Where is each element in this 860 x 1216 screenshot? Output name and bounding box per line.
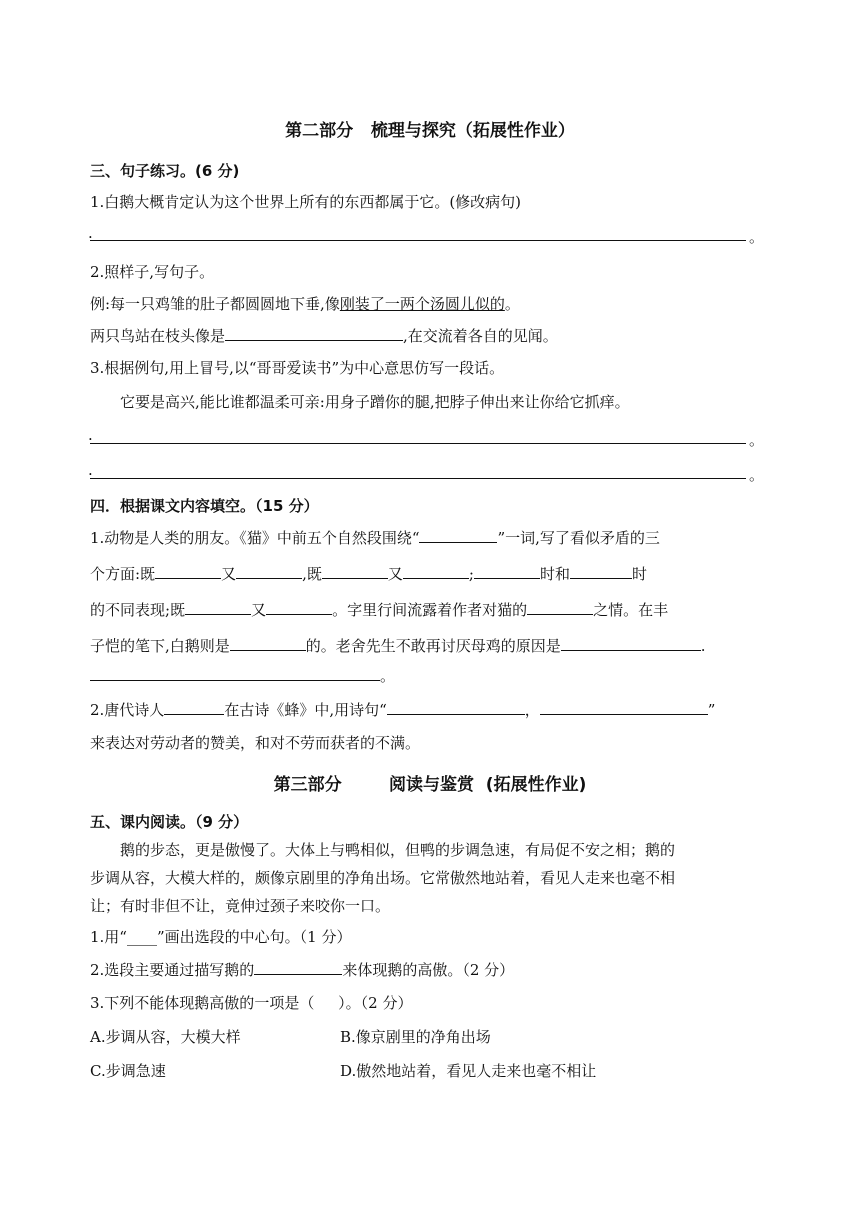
passage-line-1: 鹅的步态，更是傲慢了。大体上与鸭相似，但鸭的步调急速，有局促不安之相；鹅的	[120, 841, 676, 859]
fill-text: ”	[707, 701, 716, 719]
blank[interactable]	[474, 564, 540, 579]
answer-line-end: 。	[749, 228, 765, 246]
option-b[interactable]: B.像京剧里的净角出场	[340, 1028, 491, 1046]
blank[interactable]	[155, 564, 221, 579]
fill-text: 来体现鹅的高傲。（2 分）	[342, 961, 515, 979]
blank[interactable]	[236, 564, 302, 579]
part3-title: 第三部分 阅读与鉴赏 (拓展性作业)	[273, 775, 587, 795]
option-c[interactable]: C.步调急速	[90, 1062, 166, 1080]
example-text: 例:每一只鸡雏的肚子都圆圆地下垂,像	[90, 295, 340, 313]
answer-line-q3-1[interactable]	[90, 443, 746, 444]
part2-title: 第二部分 梳理与探究（拓展性作业）	[285, 121, 575, 141]
section4-line1	[90, 528, 660, 548]
option-a[interactable]: A.步调从容，大模大样	[90, 1028, 241, 1046]
fill-text: ”一词,写了看似矛盾的三	[497, 529, 660, 547]
fill-text: ,既	[302, 565, 322, 583]
passage-line-3: 让；有时非但不让，竟伸过颈子来咬你一口。	[90, 897, 391, 915]
blank-q2[interactable]	[225, 326, 403, 341]
section4-line5	[90, 666, 395, 686]
blank-goose-feature[interactable]	[254, 960, 342, 975]
fill-text: 又	[221, 565, 237, 583]
answer-line-q3-2[interactable]	[90, 478, 746, 479]
fill-text: 。字里行间流露着作者对猫的	[332, 601, 528, 619]
section5-q1: 1.用“____”画出选段的中心句。（1 分）	[90, 928, 352, 946]
passage-line-2: 步调从容，大模大样的，颇像京剧里的净角出场。它常傲然地站着，看见人走来也毫不相	[90, 869, 676, 887]
fill-text: 又	[387, 565, 403, 583]
option-d[interactable]: D.傲然地站着，看见人走来也毫不相让	[340, 1062, 597, 1080]
section4-line3	[90, 600, 668, 620]
fill-text: 。	[380, 667, 396, 685]
section3-heading: 三、句子练习。(6 分)	[90, 162, 240, 180]
fill-text: 2.唐代诗人	[90, 701, 165, 719]
blank[interactable]	[266, 600, 332, 615]
section4-line2	[90, 564, 647, 584]
blank[interactable]	[403, 564, 469, 579]
blank[interactable]	[527, 600, 593, 615]
section5-heading: 五、课内阅读。（9 分）	[90, 813, 249, 831]
fill-text: 子恺的笔下,白鹅则是	[90, 637, 230, 655]
section4-line7: 来表达对劳动者的赞美，和对不劳而获者的不满。	[90, 734, 421, 752]
answer-line-q1[interactable]	[90, 240, 746, 241]
blank-cat-word[interactable]	[419, 528, 497, 543]
section3-q2-example	[90, 294, 520, 314]
task-text-end: ,在交流着各自的见闻。	[403, 327, 558, 345]
fill-text: .	[700, 637, 706, 655]
section4-line6	[90, 700, 715, 720]
fill-text: 的。老舍先生不敢再讨厌母鸡的原因是	[305, 637, 561, 655]
answer-line-end: 。	[749, 466, 765, 484]
task-text: 两只鸟站在枝头像是	[90, 327, 226, 345]
section4-line4	[90, 636, 706, 656]
blank[interactable]	[570, 564, 632, 579]
fill-text: 2.选段主要通过描写鹅的	[90, 961, 255, 979]
blank-hen-reason[interactable]	[561, 636, 701, 651]
section3-q3-example: 它要是高兴,能比谁都温柔可亲:用身子蹭你的腿,把脖子伸出来让你给它抓痒。	[120, 393, 630, 411]
section4-heading: 四．根据课文内容填空。（15 分）	[90, 497, 319, 515]
blank-verse-1[interactable]	[387, 700, 525, 715]
fill-text: ，	[524, 701, 540, 719]
fill-text: 在古诗《蜂》中,用诗句“	[224, 701, 387, 719]
section5-q3: 3.下列不能体现鹅高傲的一项是（ ）。（2 分）	[90, 994, 413, 1012]
blank-poet[interactable]	[164, 700, 224, 715]
fill-text: 时和	[539, 565, 570, 583]
section3-q3: 3.根据例句,用上冒号,以“哥哥爱读书”为中心意思仿写一段话。	[90, 359, 505, 377]
section3-q1: 1.白鹅大概肯定认为这个世界上所有的东西都属于它。(修改病句)	[90, 193, 522, 211]
example-underlined-text: 刚装了一两个汤圆儿似的	[339, 295, 505, 313]
blank-verse-2[interactable]	[540, 700, 708, 715]
example-text-end: 。	[504, 295, 520, 313]
fill-text: 1.动物是人类的朋友。《猫》中前五个自然段围绕“	[90, 529, 420, 547]
fill-text: 个方面:既	[90, 565, 156, 583]
fill-text: 时	[631, 565, 647, 583]
answer-dot: .	[88, 461, 93, 479]
section3-q2: 2.照样子,写句子。	[90, 263, 215, 281]
fill-text: ;	[468, 565, 474, 583]
answer-line-end: 。	[749, 431, 765, 449]
fill-text: 的不同表现;既	[90, 601, 186, 619]
section5-q2	[90, 960, 514, 980]
fill-text: 又	[251, 601, 267, 619]
section3-q2-task	[90, 326, 558, 346]
blank-hen-reason-cont[interactable]	[90, 666, 380, 681]
answer-dot: .	[88, 426, 93, 444]
blank[interactable]	[185, 600, 251, 615]
answer-dot: .	[88, 224, 93, 242]
blank-goose[interactable]	[230, 636, 306, 651]
fill-text: 之情。在丰	[593, 601, 669, 619]
blank[interactable]	[322, 564, 388, 579]
